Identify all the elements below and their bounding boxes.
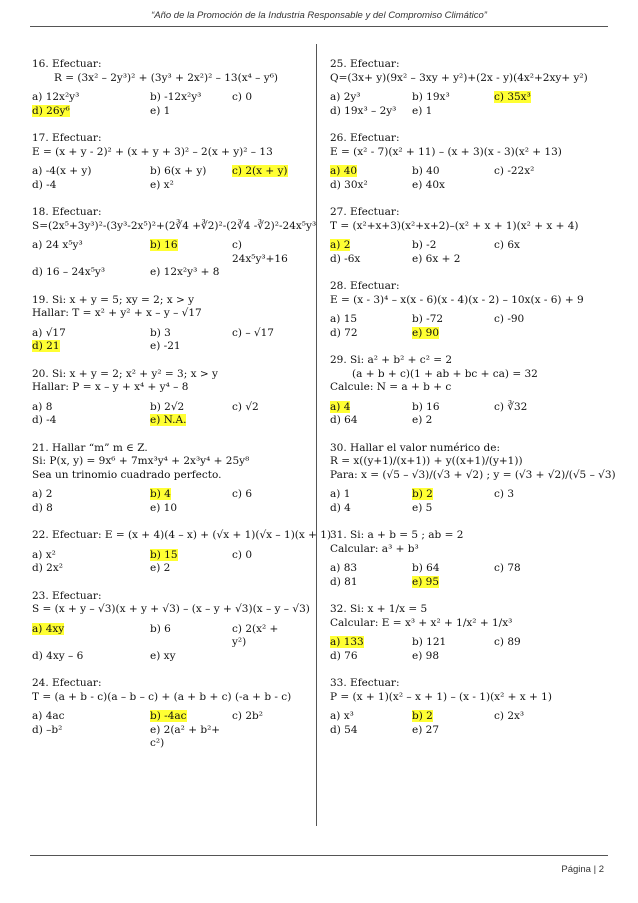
correct-answer-option: a) 133	[330, 636, 364, 648]
answer-option: c) -22x²	[494, 165, 535, 177]
answer-option: b) 121	[412, 636, 447, 648]
options-row	[32, 414, 302, 428]
problem-statement: R = x((y+1)/(x+1)) + y((x+1)/(y+1))	[330, 455, 523, 467]
answer-option: a) 4ac	[32, 710, 65, 722]
correct-answer-option: b) -4ac	[150, 710, 187, 722]
options-row	[330, 710, 610, 724]
answer-option: b) 6	[150, 622, 171, 635]
options-row	[330, 91, 610, 105]
problem	[32, 529, 332, 576]
answer-option: e) 27	[412, 723, 440, 736]
correct-answer-option: b) 15	[150, 548, 178, 561]
problem-title: 17. Efectuar:	[32, 132, 102, 144]
answer-option: a) √17	[32, 326, 66, 339]
options-row	[32, 327, 302, 341]
answer-option: b) 64	[412, 562, 440, 574]
answer-option: b) 16	[412, 400, 440, 413]
problem	[32, 589, 310, 664]
answer-option: a) 15	[330, 313, 358, 325]
options-row	[32, 179, 302, 193]
options-row	[32, 165, 302, 179]
problem-statement: Hallar: T = x² + y² + x – y – √17	[32, 307, 202, 319]
problem	[32, 368, 302, 428]
answer-option: a) 2y³	[330, 91, 361, 103]
answer-option: e) 10	[150, 501, 178, 514]
problem-title: 26. Efectuar:	[330, 132, 400, 144]
problem	[32, 294, 302, 354]
options-row	[32, 724, 302, 751]
problem-statement: E = (x + y - 2)² + (x + y + 3)² – 2(x + y)² – 13	[32, 145, 273, 158]
answer-option: c) 78	[494, 562, 521, 574]
answer-option: c) 2(x² + y²)	[232, 622, 279, 648]
problem-statement: P = (x + 1)(x² – x + 1) – (x - 1)(x² + x + 1)	[330, 690, 552, 703]
problem-title: 25. Efectuar:	[330, 58, 400, 70]
answer-option: d) 54	[330, 723, 358, 736]
answer-option: e) 40x	[412, 178, 445, 191]
answer-option: c) √2	[232, 400, 259, 413]
problem	[330, 206, 610, 266]
options-row	[330, 650, 610, 664]
problem-title: 16. Efectuar:	[32, 58, 102, 70]
answer-option: e) x²	[150, 178, 174, 191]
options-row	[32, 710, 302, 724]
correct-answer-option: a) 4xy	[32, 622, 65, 635]
correct-answer-option: a) 2	[330, 239, 351, 251]
problem-statement: Para: x = (√5 – √3)/(√3 + √2) ; y = (√3 + √2)/(√5 – √3)	[330, 468, 616, 481]
correct-answer-option: b) 2	[412, 710, 433, 722]
problem-title: 30. Hallar el valor numérico de:	[330, 441, 501, 454]
problem	[32, 132, 302, 192]
answer-option: d) 76	[330, 649, 358, 662]
answer-option: e) 6x + 2	[412, 252, 461, 265]
answer-option: d) 4xy – 6	[32, 649, 84, 662]
answer-option: a) 2	[32, 488, 53, 500]
answer-option: b) 6(x + y)	[150, 165, 207, 177]
right-column	[330, 58, 616, 751]
problem-title: 21. Hallar “m” m ∈ Z.	[32, 441, 148, 454]
problem-statement: E = (x - 3)⁴ – x(x - 6)(x - 4)(x - 2) – 10x(x - 6) + 9	[330, 293, 584, 306]
options-row	[330, 414, 610, 428]
answer-option: c) – √17	[232, 326, 274, 339]
answer-option: a) 1	[330, 488, 351, 500]
answer-option: d) –b²	[32, 723, 63, 736]
problem-statement: Q=(3x+ y)(9x² – 3xy + y²)+(2x - y)(4x²+2xy+ y²)	[330, 71, 588, 84]
answer-option: d) 72	[330, 326, 358, 339]
answer-option: b) -2	[412, 239, 437, 251]
answer-option: c) 0	[232, 91, 252, 103]
options-row	[32, 105, 302, 119]
answer-option: a) 12x²y³	[32, 91, 80, 103]
options-row	[32, 623, 302, 650]
options-row	[330, 313, 610, 327]
answer-option: c) 2x³	[494, 710, 525, 722]
problem	[32, 442, 302, 516]
problem	[32, 677, 302, 751]
footer-divider	[30, 855, 608, 856]
problem-title: 18. Efectuar:	[32, 206, 102, 218]
answer-option: b) 3	[150, 326, 171, 339]
page-header: “Año de la Promoción de la Industria Responsable y del Compromiso Climático”	[151, 10, 487, 21]
options-row	[330, 576, 610, 590]
correct-answer-option: c) 2(x + y)	[232, 165, 288, 177]
answer-option: d) 2x²	[32, 562, 63, 574]
answer-option: d) 30x²	[330, 178, 368, 191]
answer-option: d) -4	[32, 414, 57, 426]
options-row	[32, 266, 302, 280]
options-row	[32, 562, 302, 576]
problem-statement: Si: P(x, y) = 9x⁶ + 7mx³y⁴ + 2x³y⁴ + 25y⁸	[32, 455, 250, 467]
problem-statement: T = (a + b - c)(a – b – c) + (a + b + c) (-a + b - c)	[32, 690, 292, 703]
answer-option: c) 0	[232, 548, 252, 561]
options-row	[32, 401, 302, 415]
answer-option: e) 98	[412, 649, 440, 662]
answer-option: c) -90	[494, 313, 525, 325]
answer-option: e) 2	[150, 562, 171, 574]
answer-option: c) 3	[494, 488, 514, 500]
correct-answer-option: e) 90	[412, 326, 440, 339]
correct-answer-option: d) 21	[32, 340, 60, 352]
answer-option: c) 24x⁵y³+16	[232, 239, 288, 265]
problem-statement: R = (3x² – 2y³)² + (3y³ + 2x²)² – 13(x⁴ – y⁶)	[54, 71, 278, 84]
problem-statement: Hallar: P = x – y + x⁴ + y⁴ – 8	[32, 381, 189, 393]
correct-answer-option: e) 95	[412, 575, 440, 588]
problem-title: 20. Si: x + y = 2; x² + y² = 3; x > y	[32, 367, 218, 380]
answer-option: b) 19x³	[412, 91, 450, 103]
problem	[330, 529, 610, 589]
problem	[330, 132, 610, 192]
problem-statement: E = (x² - 7)(x² + 11) – (x + 3)(x - 3)(x² + 13)	[330, 145, 562, 158]
options-row	[330, 327, 610, 341]
options-row	[32, 488, 302, 502]
problem	[330, 280, 610, 340]
answer-option: e) 12x²y³ + 8	[150, 266, 220, 278]
correct-answer-option: a) 4	[330, 400, 351, 413]
options-row	[330, 636, 610, 650]
problem-title: 29. Si: a² + b² + c² = 2	[330, 354, 453, 366]
problem-statement: T = (x²+x+3)(x²+x+2)–(x² + x + 1)(x² + x + 4)	[330, 219, 579, 232]
options-row	[330, 179, 610, 193]
problem-statement: Calcule: N = a + b + c	[330, 381, 452, 393]
problem-title: 27. Efectuar:	[330, 206, 400, 218]
answer-option: d) 64	[330, 414, 358, 426]
options-row	[330, 253, 610, 267]
answer-option: d) 16 – 24x⁵y³	[32, 266, 106, 278]
answer-option: d) 81	[330, 575, 358, 588]
problem-title: 28. Efectuar:	[330, 280, 400, 292]
options-row	[330, 105, 610, 119]
answer-option: e) 2(a² + b²+ c²)	[150, 723, 221, 749]
options-row	[330, 502, 610, 516]
answer-option: e) 1	[150, 104, 171, 117]
problem	[330, 441, 616, 516]
answer-option: b) -72	[412, 313, 444, 325]
problem-statement: S = (x + y – √3)(x + y + √3) – (x – y + √3)(x – y – √3)	[32, 603, 310, 615]
answer-option: e) xy	[150, 649, 176, 662]
correct-answer-option: a) 40	[330, 165, 358, 177]
problem-title: 19. Si: x + y = 5; xy = 2; x > y	[32, 293, 195, 306]
correct-answer-option: b) 4	[150, 488, 171, 500]
options-row	[330, 165, 610, 179]
options-row	[32, 91, 302, 105]
problem	[330, 603, 610, 663]
options-row	[330, 488, 610, 502]
problem-title: 33. Efectuar:	[330, 677, 400, 689]
problem	[32, 206, 317, 280]
answer-option: e) -21	[150, 340, 181, 352]
options-row	[330, 401, 610, 415]
correct-answer-option: b) 16	[150, 239, 178, 251]
page-footer: Página | 2	[561, 864, 604, 875]
problem-statement: Calcular: a³ + b³	[330, 542, 419, 555]
answer-option: d) -4	[32, 178, 57, 191]
answer-option: b) 2√2	[150, 400, 185, 413]
left-column	[32, 58, 332, 765]
answer-option: a) 83	[330, 562, 358, 574]
header-divider	[30, 26, 608, 27]
problem-statement: (a + b + c)(1 + ab + bc + ca) = 32	[352, 367, 538, 380]
problem-statement: Calcular: E = x³ + x² + 1/x² + 1/x³	[330, 616, 513, 629]
answer-option: e) 1	[412, 104, 433, 117]
options-row	[330, 724, 610, 738]
answer-option: c) 6x	[494, 239, 520, 251]
answer-option: b) -12x²y³	[150, 91, 202, 103]
problem-statement: Sea un trinomio cuadrado perfecto.	[32, 468, 222, 481]
column-divider	[316, 44, 317, 826]
problem-title: 31. Si: a + b = 5 ; ab = 2	[330, 529, 464, 541]
answer-option: a) x²	[32, 548, 56, 561]
problem	[330, 677, 610, 737]
answer-option: d) 4	[330, 501, 351, 514]
options-row	[32, 239, 302, 266]
options-row	[32, 340, 302, 354]
answer-option: e) 5	[412, 501, 433, 514]
answer-option: d) 8	[32, 501, 53, 514]
answer-option: a) 24 x⁵y³	[32, 239, 83, 251]
answer-option: d) -6x	[330, 252, 361, 265]
problem	[330, 58, 610, 118]
correct-answer-option: d) 26y⁶	[32, 104, 70, 117]
problem-title: 22. Efectuar: E = (x + 4)(4 – x) + (√x + 1)(√x – 1)(x + 1)	[32, 529, 332, 541]
options-row	[32, 650, 302, 664]
correct-answer-option: b) 2	[412, 488, 433, 500]
problem-title: 32. Si: x + 1/x = 5	[330, 603, 428, 615]
answer-option: a) 8	[32, 400, 53, 413]
options-row	[32, 502, 302, 516]
answer-option: c) 89	[494, 636, 521, 648]
problem	[330, 354, 610, 428]
problem-title: 23. Efectuar:	[32, 589, 102, 602]
options-row	[330, 239, 610, 253]
options-row	[32, 549, 302, 563]
problem-statement: S=(2x⁵+3y³)²-(3y³-2x⁵)²+(2∛4 +∛2)²-(2∛4 -∛2)²-24x⁵y³	[32, 219, 317, 232]
answer-option: c) 6	[232, 488, 252, 500]
answer-option: b) 40	[412, 165, 440, 177]
correct-answer-option: e) N.A.	[150, 414, 187, 426]
options-row	[330, 562, 610, 576]
problem-title: 24. Efectuar:	[32, 677, 102, 689]
correct-answer-option: c) 35x³	[494, 91, 531, 103]
problem	[32, 58, 302, 118]
answer-option: c) 2b²	[232, 710, 263, 722]
answer-option: e) 2	[412, 414, 433, 426]
answer-option: c) ∛32	[494, 400, 528, 413]
answer-option: a) -4(x + y)	[32, 165, 92, 177]
answer-option: a) x³	[330, 710, 354, 722]
answer-option: d) 19x³ – 2y³	[330, 104, 397, 117]
